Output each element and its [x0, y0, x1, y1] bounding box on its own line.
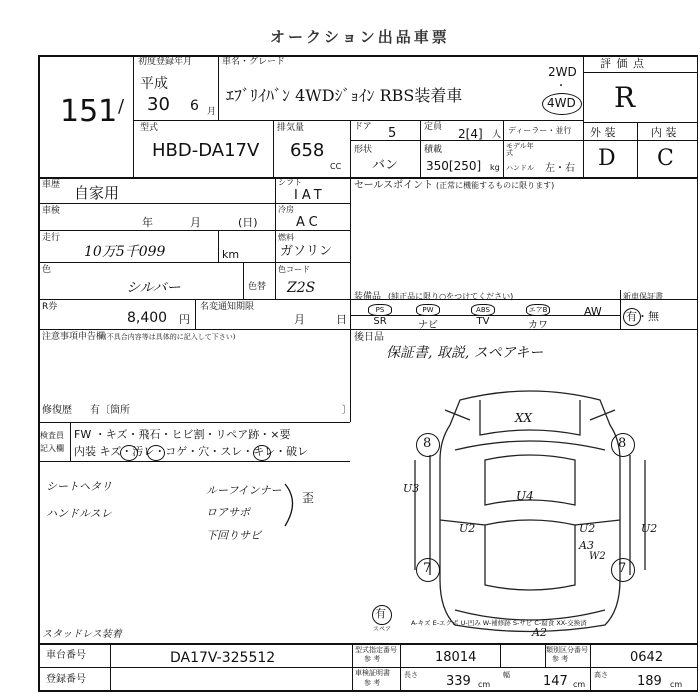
interior-label: 内 装 — [651, 126, 677, 139]
equipment-item-4: エアB カワ — [528, 306, 548, 331]
color-code-label: 色コード — [278, 265, 310, 274]
bracket-mark — [280, 480, 310, 530]
airbag-icon: エアB — [526, 304, 550, 316]
load-unit: kg — [490, 163, 500, 172]
mark-a3: A3 — [579, 539, 594, 552]
era: 平成 — [140, 76, 168, 92]
note-5: 下回りサビ — [206, 529, 261, 542]
note-4: ロアサポ — [206, 506, 250, 519]
model-type-value: HBD-DA17V — [152, 140, 260, 161]
dims-sub: 参 考 — [364, 679, 381, 687]
exterior-label: 外 装 — [590, 126, 616, 139]
registration-month: 6 — [190, 98, 199, 114]
repair-history-label: 修復歴 — [42, 405, 72, 416]
category-sub: 参 考 — [552, 655, 569, 663]
sheet-header: オークション出品車票 — [270, 28, 450, 46]
tyre-mark-rear-left: 7 — [423, 561, 432, 576]
rating-score: R — [614, 81, 636, 114]
category-label: 類別区分番号 — [546, 646, 588, 654]
mark-w2: W2 — [589, 551, 606, 562]
note-3: ルーフインナー — [206, 484, 282, 497]
drive-4wd: 4WD — [547, 96, 576, 110]
sales-point-label: セールスポイント — [354, 180, 434, 191]
mark-u2-center: U2 — [579, 522, 596, 535]
category-value: 0642 — [630, 650, 664, 665]
length-label: 長さ — [404, 671, 418, 679]
displacement-label: 排気量 — [277, 123, 305, 133]
body-shape-label: 形状 — [354, 145, 373, 155]
mark-u2-left: U2 — [459, 522, 476, 535]
dims-label: 車検証明書 — [355, 669, 390, 677]
inspection-label: 車検 — [42, 206, 61, 216]
aircon-label: 冷房 — [278, 205, 294, 214]
color-label: 色 — [42, 265, 52, 275]
spare-label: スペア — [373, 626, 392, 633]
mileage-label: 走行 — [42, 233, 61, 243]
recycle-label: R券 — [42, 302, 58, 312]
abs-icon: ABS — [471, 304, 495, 316]
inspection-month-label: 月 — [190, 216, 201, 229]
studless-note: スタッドレス装着 — [42, 629, 122, 640]
width-value: 147 — [543, 674, 568, 689]
inspector-line-2: 内装 キズ・汚レ・コゲ・穴・スレ・キレ・破レ — [74, 445, 309, 458]
aircon-value: AC — [296, 215, 322, 230]
later-items-value: 保証書, 取説, スペアキー — [386, 345, 544, 361]
later-items-label: 後日品 — [354, 332, 384, 343]
interior-grade: C — [657, 146, 674, 171]
repair-history-close: 〕 — [342, 405, 352, 416]
load-value: 350[250] — [426, 159, 482, 173]
capacity-unit: 人 — [492, 130, 502, 140]
ps-icon: PS — [368, 304, 392, 316]
color-value: シルバー — [126, 280, 181, 296]
pw-icon: PW — [416, 304, 440, 316]
repair-history-value: 有〔箇所 — [90, 405, 130, 416]
displacement-value: 658 — [290, 140, 325, 161]
width-label: 幅 — [503, 671, 510, 679]
doors-value: 5 — [388, 126, 397, 141]
damage-legend: A-キズ E-エクボ U-凹み W-補修跡 S-サビ C-腐食 XX-交換済 — [411, 619, 587, 627]
recycle-value: 8,400 — [127, 310, 168, 326]
inspector-line-1: FW ・キズ・飛石・ヒビ割・リペア跡・×要 — [74, 428, 291, 441]
designation-label: 型式指定番号 — [355, 646, 397, 654]
lot-number: 151 — [60, 94, 118, 129]
equipment-item-3: ABS TV — [463, 304, 503, 327]
equipment-item-1: PS SR — [360, 304, 400, 327]
mark-u2-right: U2 — [641, 522, 658, 535]
registration-month-unit: 月 — [207, 107, 217, 117]
equipment-label: 装備品 — [354, 292, 382, 302]
rating-label: 評 価 点 — [600, 57, 645, 70]
note-2: ハンドルスレ — [46, 507, 112, 520]
equipment-item-2: PW ナビ — [418, 306, 438, 331]
length-unit: cm — [478, 680, 491, 689]
warranty-label: 新車保証書 — [623, 292, 663, 301]
handle-label: ハンドル — [506, 164, 534, 172]
recycle-unit: 円 — [179, 313, 190, 326]
mark-u3: U3 — [403, 482, 420, 495]
drive-dot: ・ — [556, 81, 566, 92]
equipment-note: (純正品に限り○をつけてください) — [388, 292, 514, 301]
designation-sub: 参 考 — [364, 655, 381, 663]
equipment-aw: AW — [584, 305, 602, 318]
registration-label: 登録番号 — [46, 674, 86, 685]
name-change-day: 日 — [336, 313, 347, 326]
name-change-label: 名変通知期限 — [200, 302, 255, 312]
registration-year: 30 — [147, 94, 170, 115]
body-shape-value: バン — [372, 158, 399, 173]
color-code-value: Z2S — [287, 280, 316, 296]
chassis-label: 車台番号 — [46, 650, 86, 661]
capacity-label: 定員 — [424, 122, 443, 132]
shift-label: シフト — [278, 178, 302, 187]
mark-a2: A2 — [532, 626, 547, 639]
first-registration-label: 初度登録年月 — [138, 57, 193, 67]
model-year-label: モデル年式 — [506, 142, 534, 157]
warranty-value: 有・無 — [626, 310, 659, 323]
name-change-month: 月 — [294, 313, 305, 326]
bracket-mark-text: 歪 — [302, 491, 315, 505]
height-value: 189 — [637, 674, 662, 689]
exterior-grade: D — [598, 146, 616, 171]
inspector-label-1: 検査員 — [40, 431, 64, 440]
designation-value: 18014 — [435, 650, 477, 665]
mileage-unit: km — [222, 248, 240, 261]
shift-value: IAT — [294, 188, 326, 203]
model-type-label: 型式 — [140, 123, 159, 133]
inspection-day-label: (日) — [238, 216, 258, 229]
inspector-label-2: 記入欄 — [40, 444, 64, 453]
mark-xx: XX — [515, 411, 533, 425]
chassis-value: DA17V-325512 — [170, 650, 276, 666]
notes-label: 注意事項申告欄 — [42, 332, 106, 342]
tyre-mark-front-right: 8 — [618, 436, 627, 451]
height-unit: cm — [670, 680, 683, 689]
fuel-value: ガソリン — [280, 244, 333, 259]
length-value: 339 — [446, 674, 471, 689]
doors-label: ドア — [354, 122, 372, 132]
width-unit: cm — [573, 680, 586, 689]
spare-mark: 有 — [375, 607, 386, 620]
inspection-year-label: 年 — [142, 216, 153, 229]
displacement-unit: CC — [330, 162, 342, 171]
mileage-value: 10万5千099 — [84, 244, 166, 260]
color-no-label: 色替 — [248, 282, 267, 292]
height-label: 高さ — [594, 671, 608, 679]
dealer-text: ディーラー・並行 — [508, 126, 572, 135]
capacity-value: 2[4] — [458, 127, 483, 141]
car-name-value: ｴﾌﾞﾘｲﾊﾞﾝ 4WDｼﾞｮｲﾝ RBS装着車 — [226, 86, 463, 105]
fuel-label: 燃料 — [278, 233, 294, 242]
sales-point-note: (正常に機能するものに限ります) — [436, 181, 555, 190]
car-name-label: 車名・グレード — [222, 57, 286, 67]
handle-value: 左・右 — [545, 163, 575, 174]
mark-u4: U4 — [516, 489, 534, 503]
history-label: 車歴 — [42, 180, 61, 190]
tyre-mark-rear-right: 7 — [618, 561, 627, 576]
tyre-mark-front-left: 8 — [423, 436, 432, 451]
drive-2wd: 2WD — [548, 65, 577, 79]
note-1: シートヘタリ — [46, 480, 112, 493]
notes-note: (不具合内容等は具体的に記入して下さい) — [104, 333, 236, 341]
load-label: 積載 — [424, 145, 443, 155]
history-value: 自家用 — [74, 184, 120, 202]
